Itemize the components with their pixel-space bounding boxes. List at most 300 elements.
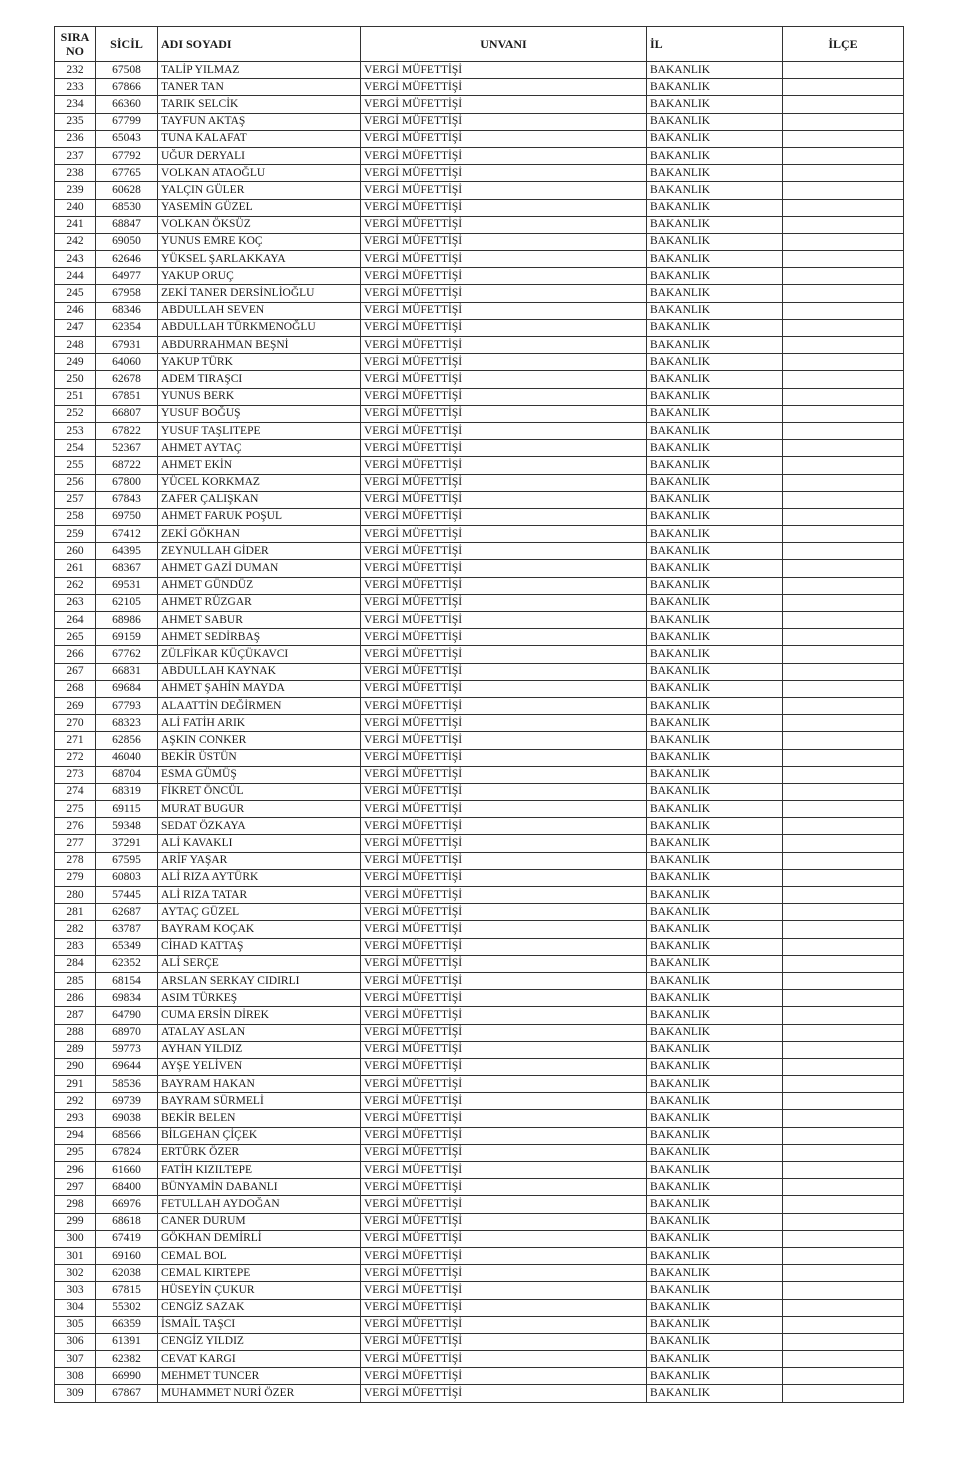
- cell-il: BAKANLIK: [647, 921, 783, 938]
- cell-ilce: [783, 526, 904, 543]
- cell-ilce: [783, 440, 904, 457]
- cell-sicil: 69750: [96, 508, 158, 525]
- cell-ilce: [783, 1333, 904, 1350]
- cell-ilce: [783, 371, 904, 388]
- cell-sicil: 67792: [96, 147, 158, 164]
- cell-il: BAKANLIK: [647, 113, 783, 130]
- cell-sicil: 62038: [96, 1265, 158, 1282]
- cell-unvani: VERGİ MÜFETTİŞİ: [361, 79, 647, 96]
- cell-adi-soyadi: ALİ KAVAKLI: [158, 835, 361, 852]
- table-row: [55, 182, 904, 199]
- cell-il: BAKANLIK: [647, 1179, 783, 1196]
- cell-ilce: [783, 783, 904, 800]
- cell-sicil: 68847: [96, 216, 158, 233]
- cell-adi-soyadi: İSMAİL TAŞCI: [158, 1316, 361, 1333]
- cell-unvani: VERGİ MÜFETTİŞİ: [361, 526, 647, 543]
- cell-adi-soyadi: ZEKİ GÖKHAN: [158, 526, 361, 543]
- cell-sira-no: 290: [55, 1058, 96, 1075]
- cell-sira-no: 271: [55, 732, 96, 749]
- cell-sira-no: 303: [55, 1282, 96, 1299]
- cell-ilce: [783, 869, 904, 886]
- cell-sira-no: 263: [55, 594, 96, 611]
- cell-ilce: [783, 1041, 904, 1058]
- cell-sicil: 67800: [96, 474, 158, 491]
- cell-ilce: [783, 612, 904, 629]
- cell-unvani: VERGİ MÜFETTİŞİ: [361, 1351, 647, 1368]
- cell-ilce: [783, 543, 904, 560]
- cell-ilce: [783, 852, 904, 869]
- cell-ilce: [783, 990, 904, 1007]
- cell-il: BAKANLIK: [647, 440, 783, 457]
- cell-sira-no: 308: [55, 1368, 96, 1385]
- table-row: [55, 560, 904, 577]
- cell-ilce: [783, 1196, 904, 1213]
- cell-il: BAKANLIK: [647, 491, 783, 508]
- cell-sicil: 69159: [96, 629, 158, 646]
- table-row: [55, 508, 904, 525]
- cell-sira-no: 300: [55, 1230, 96, 1247]
- cell-il: BAKANLIK: [647, 869, 783, 886]
- table-row: [55, 1179, 904, 1196]
- cell-sira-no: 260: [55, 543, 96, 560]
- cell-il: BAKANLIK: [647, 904, 783, 921]
- cell-sicil: 69038: [96, 1110, 158, 1127]
- cell-sira-no: 233: [55, 79, 96, 96]
- cell-unvani: VERGİ MÜFETTİŞİ: [361, 508, 647, 525]
- cell-sicil: 52367: [96, 440, 158, 457]
- table-row: [55, 233, 904, 250]
- cell-unvani: VERGİ MÜFETTİŞİ: [361, 732, 647, 749]
- cell-adi-soyadi: AYŞE YELİVEN: [158, 1058, 361, 1075]
- cell-adi-soyadi: FİKRET ÖNCÜL: [158, 783, 361, 800]
- cell-sira-no: 274: [55, 783, 96, 800]
- cell-sira-no: 289: [55, 1041, 96, 1058]
- cell-sira-no: 256: [55, 474, 96, 491]
- cell-sicil: 69684: [96, 680, 158, 697]
- cell-il: BAKANLIK: [647, 199, 783, 216]
- cell-sicil: 67931: [96, 337, 158, 354]
- cell-adi-soyadi: YALÇIN GÜLER: [158, 182, 361, 199]
- table-row: [55, 216, 904, 233]
- table-row: [55, 749, 904, 766]
- table-row: [55, 130, 904, 147]
- cell-unvani: VERGİ MÜFETTİŞİ: [361, 663, 647, 680]
- cell-il: BAKANLIK: [647, 749, 783, 766]
- cell-unvani: VERGİ MÜFETTİŞİ: [361, 182, 647, 199]
- cell-unvani: VERGİ MÜFETTİŞİ: [361, 113, 647, 130]
- cell-sira-no: 239: [55, 182, 96, 199]
- cell-unvani: VERGİ MÜFETTİŞİ: [361, 233, 647, 250]
- cell-unvani: VERGİ MÜFETTİŞİ: [361, 1230, 647, 1247]
- table-row: [55, 1230, 904, 1247]
- cell-sira-no: 258: [55, 508, 96, 525]
- cell-il: BAKANLIK: [647, 268, 783, 285]
- cell-sicil: 68704: [96, 766, 158, 783]
- cell-il: BAKANLIK: [647, 233, 783, 250]
- cell-ilce: [783, 646, 904, 663]
- cell-il: BAKANLIK: [647, 887, 783, 904]
- cell-sicil: 67793: [96, 697, 158, 714]
- cell-adi-soyadi: AHMET GAZİ DUMAN: [158, 560, 361, 577]
- header-adi-soyadi: ADI SOYADI: [158, 27, 361, 62]
- cell-ilce: [783, 1368, 904, 1385]
- cell-adi-soyadi: CEMAL BOL: [158, 1247, 361, 1264]
- header-row: [55, 27, 904, 62]
- cell-sira-no: 243: [55, 251, 96, 268]
- cell-adi-soyadi: ARSLAN SERKAY CIDIRLI: [158, 972, 361, 989]
- cell-sira-no: 241: [55, 216, 96, 233]
- table-row: [55, 1333, 904, 1350]
- table-row: [55, 715, 904, 732]
- cell-ilce: [783, 337, 904, 354]
- header-il: İL: [647, 27, 783, 62]
- cell-sira-no: 238: [55, 165, 96, 182]
- cell-il: BAKANLIK: [647, 319, 783, 336]
- cell-adi-soyadi: FETULLAH AYDOĞAN: [158, 1196, 361, 1213]
- cell-sira-no: 299: [55, 1213, 96, 1230]
- cell-ilce: [783, 766, 904, 783]
- cell-il: BAKANLIK: [647, 182, 783, 199]
- table-row: [55, 1127, 904, 1144]
- cell-sira-no: 252: [55, 405, 96, 422]
- cell-unvani: VERGİ MÜFETTİŞİ: [361, 199, 647, 216]
- cell-ilce: [783, 233, 904, 250]
- cell-il: BAKANLIK: [647, 526, 783, 543]
- cell-il: BAKANLIK: [647, 1265, 783, 1282]
- cell-adi-soyadi: BAYRAM SÜRMELİ: [158, 1093, 361, 1110]
- cell-adi-soyadi: YÜKSEL ŞARLAKKAYA: [158, 251, 361, 268]
- cell-ilce: [783, 1007, 904, 1024]
- cell-adi-soyadi: FATİH KIZILTEPE: [158, 1162, 361, 1179]
- cell-unvani: VERGİ MÜFETTİŞİ: [361, 491, 647, 508]
- cell-adi-soyadi: ATALAY ASLAN: [158, 1024, 361, 1041]
- cell-il: BAKANLIK: [647, 1230, 783, 1247]
- cell-sira-no: 253: [55, 422, 96, 439]
- cell-sira-no: 242: [55, 233, 96, 250]
- table-row: [55, 1316, 904, 1333]
- cell-adi-soyadi: ZAFER ÇALIŞKAN: [158, 491, 361, 508]
- cell-adi-soyadi: ESMA GÜMÜŞ: [158, 766, 361, 783]
- cell-il: BAKANLIK: [647, 457, 783, 474]
- cell-sira-no: 257: [55, 491, 96, 508]
- table-row: [55, 1368, 904, 1385]
- cell-sicil: 66831: [96, 663, 158, 680]
- cell-adi-soyadi: ALİ RIZA TATAR: [158, 887, 361, 904]
- cell-ilce: [783, 887, 904, 904]
- cell-ilce: [783, 354, 904, 371]
- table-row: [55, 440, 904, 457]
- cell-adi-soyadi: MEHMET TUNCER: [158, 1368, 361, 1385]
- cell-sicil: 62646: [96, 251, 158, 268]
- cell-sicil: 67815: [96, 1282, 158, 1299]
- cell-unvani: VERGİ MÜFETTİŞİ: [361, 938, 647, 955]
- cell-ilce: [783, 1093, 904, 1110]
- cell-il: BAKANLIK: [647, 835, 783, 852]
- cell-adi-soyadi: AHMET AYTAÇ: [158, 440, 361, 457]
- cell-adi-soyadi: ABDULLAH KAYNAK: [158, 663, 361, 680]
- cell-il: BAKANLIK: [647, 96, 783, 113]
- cell-sira-no: 273: [55, 766, 96, 783]
- cell-unvani: VERGİ MÜFETTİŞİ: [361, 1333, 647, 1350]
- cell-il: BAKANLIK: [647, 560, 783, 577]
- cell-sicil: 66360: [96, 96, 158, 113]
- cell-sicil: 64790: [96, 1007, 158, 1024]
- table-row: [55, 1247, 904, 1264]
- cell-adi-soyadi: ABDURRAHMAN BEŞNİ: [158, 337, 361, 354]
- cell-unvani: VERGİ MÜFETTİŞİ: [361, 749, 647, 766]
- cell-sicil: 67595: [96, 852, 158, 869]
- cell-il: BAKANLIK: [647, 1144, 783, 1161]
- cell-unvani: VERGİ MÜFETTİŞİ: [361, 251, 647, 268]
- cell-sicil: 62354: [96, 319, 158, 336]
- cell-sira-no: 262: [55, 577, 96, 594]
- cell-il: BAKANLIK: [647, 474, 783, 491]
- cell-sicil: 64977: [96, 268, 158, 285]
- cell-il: BAKANLIK: [647, 1076, 783, 1093]
- cell-il: BAKANLIK: [647, 302, 783, 319]
- cell-sira-no: 291: [55, 1076, 96, 1093]
- cell-adi-soyadi: YUNUS EMRE KOÇ: [158, 233, 361, 250]
- table-row: [55, 251, 904, 268]
- cell-adi-soyadi: AHMET SABUR: [158, 612, 361, 629]
- cell-sicil: 61660: [96, 1162, 158, 1179]
- cell-sira-no: 288: [55, 1024, 96, 1041]
- table-row: [55, 268, 904, 285]
- cell-adi-soyadi: TAYFUN AKTAŞ: [158, 113, 361, 130]
- cell-sira-no: 283: [55, 938, 96, 955]
- cell-sicil: 67958: [96, 285, 158, 302]
- cell-adi-soyadi: ALAATTİN DEĞİRMEN: [158, 697, 361, 714]
- cell-unvani: VERGİ MÜFETTİŞİ: [361, 1041, 647, 1058]
- cell-il: BAKANLIK: [647, 1282, 783, 1299]
- cell-il: BAKANLIK: [647, 732, 783, 749]
- cell-ilce: [783, 96, 904, 113]
- cell-adi-soyadi: AŞKIN CONKER: [158, 732, 361, 749]
- cell-sicil: 68367: [96, 560, 158, 577]
- cell-unvani: VERGİ MÜFETTİŞİ: [361, 354, 647, 371]
- cell-ilce: [783, 199, 904, 216]
- cell-adi-soyadi: UĞUR DERYALI: [158, 147, 361, 164]
- table-row: [55, 680, 904, 697]
- cell-adi-soyadi: AHMET SEDİRBAŞ: [158, 629, 361, 646]
- cell-adi-soyadi: BEKİR BELEN: [158, 1110, 361, 1127]
- cell-unvani: VERGİ MÜFETTİŞİ: [361, 1162, 647, 1179]
- cell-adi-soyadi: YASEMİN GÜZEL: [158, 199, 361, 216]
- cell-ilce: [783, 319, 904, 336]
- cell-il: BAKANLIK: [647, 165, 783, 182]
- table-row: [55, 405, 904, 422]
- table-row: [55, 869, 904, 886]
- cell-sira-no: 284: [55, 955, 96, 972]
- cell-ilce: [783, 1127, 904, 1144]
- cell-il: BAKANLIK: [647, 629, 783, 646]
- cell-sira-no: 285: [55, 972, 96, 989]
- cell-sira-no: 298: [55, 1196, 96, 1213]
- cell-unvani: VERGİ MÜFETTİŞİ: [361, 955, 647, 972]
- cell-sicil: 67851: [96, 388, 158, 405]
- cell-ilce: [783, 1282, 904, 1299]
- table-row: [55, 972, 904, 989]
- cell-sicil: 66976: [96, 1196, 158, 1213]
- cell-sira-no: 305: [55, 1316, 96, 1333]
- table-row: [55, 388, 904, 405]
- table-row: [55, 697, 904, 714]
- cell-ilce: [783, 302, 904, 319]
- table-row: [55, 629, 904, 646]
- cell-sira-no: 277: [55, 835, 96, 852]
- table-row: [55, 79, 904, 96]
- cell-ilce: [783, 79, 904, 96]
- table-row: [55, 319, 904, 336]
- cell-sicil: 62352: [96, 955, 158, 972]
- cell-unvani: VERGİ MÜFETTİŞİ: [361, 646, 647, 663]
- cell-adi-soyadi: ZEKİ TANER DERSİNLİOĞLU: [158, 285, 361, 302]
- cell-ilce: [783, 972, 904, 989]
- cell-sicil: 63787: [96, 921, 158, 938]
- cell-sira-no: 280: [55, 887, 96, 904]
- cell-sicil: 61391: [96, 1333, 158, 1350]
- cell-ilce: [783, 216, 904, 233]
- cell-il: BAKANLIK: [647, 1093, 783, 1110]
- cell-unvani: VERGİ MÜFETTİŞİ: [361, 697, 647, 714]
- cell-unvani: VERGİ MÜFETTİŞİ: [361, 801, 647, 818]
- cell-unvani: VERGİ MÜFETTİŞİ: [361, 680, 647, 697]
- cell-sira-no: 236: [55, 130, 96, 147]
- cell-il: BAKANLIK: [647, 371, 783, 388]
- table-row: [55, 1041, 904, 1058]
- cell-il: BAKANLIK: [647, 1110, 783, 1127]
- table-row: [55, 491, 904, 508]
- table-row: [55, 818, 904, 835]
- cell-il: BAKANLIK: [647, 1213, 783, 1230]
- cell-unvani: VERGİ MÜFETTİŞİ: [361, 543, 647, 560]
- cell-il: BAKANLIK: [647, 543, 783, 560]
- cell-ilce: [783, 422, 904, 439]
- cell-il: BAKANLIK: [647, 715, 783, 732]
- cell-il: BAKANLIK: [647, 508, 783, 525]
- cell-il: BAKANLIK: [647, 594, 783, 611]
- cell-sira-no: 293: [55, 1110, 96, 1127]
- table-row: [55, 646, 904, 663]
- cell-ilce: [783, 285, 904, 302]
- cell-unvani: VERGİ MÜFETTİŞİ: [361, 1179, 647, 1196]
- cell-unvani: VERGİ MÜFETTİŞİ: [361, 285, 647, 302]
- cell-unvani: VERGİ MÜFETTİŞİ: [361, 629, 647, 646]
- cell-ilce: [783, 1265, 904, 1282]
- cell-adi-soyadi: AHMET RÜZGAR: [158, 594, 361, 611]
- cell-sira-no: 268: [55, 680, 96, 697]
- cell-adi-soyadi: ALİ RIZA AYTÜRK: [158, 869, 361, 886]
- cell-il: BAKANLIK: [647, 1007, 783, 1024]
- cell-unvani: VERGİ MÜFETTİŞİ: [361, 440, 647, 457]
- cell-sira-no: 248: [55, 337, 96, 354]
- cell-ilce: [783, 251, 904, 268]
- cell-unvani: VERGİ MÜFETTİŞİ: [361, 852, 647, 869]
- table-header: [55, 27, 904, 62]
- cell-unvani: VERGİ MÜFETTİŞİ: [361, 216, 647, 233]
- cell-ilce: [783, 1024, 904, 1041]
- cell-sicil: 59773: [96, 1041, 158, 1058]
- cell-sicil: 68323: [96, 715, 158, 732]
- cell-adi-soyadi: CUMA ERSİN DİREK: [158, 1007, 361, 1024]
- cell-adi-soyadi: ASIM TÜRKEŞ: [158, 990, 361, 1007]
- cell-ilce: [783, 1351, 904, 1368]
- cell-ilce: [783, 1385, 904, 1402]
- cell-sicil: 67822: [96, 422, 158, 439]
- cell-unvani: VERGİ MÜFETTİŞİ: [361, 990, 647, 1007]
- cell-sira-no: 247: [55, 319, 96, 336]
- cell-sicil: 60628: [96, 182, 158, 199]
- cell-unvani: VERGİ MÜFETTİŞİ: [361, 1007, 647, 1024]
- cell-ilce: [783, 663, 904, 680]
- cell-adi-soyadi: ERTÜRK ÖZER: [158, 1144, 361, 1161]
- cell-unvani: VERGİ MÜFETTİŞİ: [361, 594, 647, 611]
- cell-unvani: VERGİ MÜFETTİŞİ: [361, 62, 647, 79]
- cell-il: BAKANLIK: [647, 1333, 783, 1350]
- cell-adi-soyadi: VOLKAN ÖKSÜZ: [158, 216, 361, 233]
- cell-il: BAKANLIK: [647, 1299, 783, 1316]
- cell-ilce: [783, 405, 904, 422]
- table-row: [55, 1213, 904, 1230]
- cell-unvani: VERGİ MÜFETTİŞİ: [361, 972, 647, 989]
- cell-ilce: [783, 732, 904, 749]
- cell-sicil: 62856: [96, 732, 158, 749]
- cell-adi-soyadi: ZEYNULLAH GİDER: [158, 543, 361, 560]
- cell-adi-soyadi: ADEM TIRAŞCI: [158, 371, 361, 388]
- cell-adi-soyadi: CENGİZ SAZAK: [158, 1299, 361, 1316]
- cell-unvani: VERGİ MÜFETTİŞİ: [361, 1368, 647, 1385]
- cell-ilce: [783, 457, 904, 474]
- table-row: [55, 1024, 904, 1041]
- cell-sicil: 68566: [96, 1127, 158, 1144]
- cell-unvani: VERGİ MÜFETTİŞİ: [361, 783, 647, 800]
- cell-unvani: VERGİ MÜFETTİŞİ: [361, 887, 647, 904]
- cell-sira-no: 246: [55, 302, 96, 319]
- table-row: [55, 1144, 904, 1161]
- table-row: [55, 1058, 904, 1075]
- cell-sicil: 67508: [96, 62, 158, 79]
- cell-sicil: 57445: [96, 887, 158, 904]
- cell-unvani: VERGİ MÜFETTİŞİ: [361, 715, 647, 732]
- cell-ilce: [783, 182, 904, 199]
- cell-sira-no: 302: [55, 1265, 96, 1282]
- cell-adi-soyadi: AYTAÇ GÜZEL: [158, 904, 361, 921]
- cell-il: BAKANLIK: [647, 938, 783, 955]
- cell-sira-no: 265: [55, 629, 96, 646]
- cell-sira-no: 267: [55, 663, 96, 680]
- cell-ilce: [783, 508, 904, 525]
- cell-adi-soyadi: AYHAN YILDIZ: [158, 1041, 361, 1058]
- table-row: [55, 1385, 904, 1402]
- cell-sira-no: 279: [55, 869, 96, 886]
- table-row: [55, 783, 904, 800]
- table-row: [55, 921, 904, 938]
- cell-ilce: [783, 715, 904, 732]
- cell-sicil: 67866: [96, 79, 158, 96]
- cell-il: BAKANLIK: [647, 79, 783, 96]
- table-row: [55, 354, 904, 371]
- table-row: [55, 1351, 904, 1368]
- table-row: [55, 337, 904, 354]
- cell-unvani: VERGİ MÜFETTİŞİ: [361, 921, 647, 938]
- cell-il: BAKANLIK: [647, 646, 783, 663]
- cell-ilce: [783, 1230, 904, 1247]
- table-row: [55, 62, 904, 79]
- cell-ilce: [783, 268, 904, 285]
- cell-sira-no: 282: [55, 921, 96, 938]
- cell-sira-no: 278: [55, 852, 96, 869]
- cell-unvani: VERGİ MÜFETTİŞİ: [361, 1076, 647, 1093]
